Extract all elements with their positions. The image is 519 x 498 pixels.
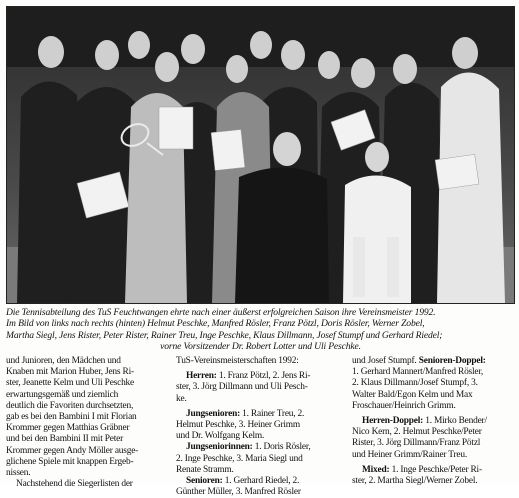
text-line: ster, Jeanette Kelm und Uli Peschke [6, 378, 135, 389]
category-label: Mixed: [362, 464, 390, 475]
text-line: 1. Gerhard Riedel, 2. [222, 476, 300, 487]
text-line: Krommer gegen Matthias Gräbner [6, 423, 130, 434]
category-label: Jungseniorinnen: [186, 442, 253, 453]
text-line: nissen. [6, 468, 31, 479]
text-line: und bei den Bambini II mit Peter [6, 434, 124, 445]
caption-line: Martha Siegl, Jens Rister, Peter Rister, Rainer Treu, Inge Peschke, Klaus Dillmann, Josef Stumpf und Gerhard Riedel; [6, 329, 443, 341]
text-line: deutlich die Favoriten durchsetzten, [6, 400, 134, 411]
text-line: Froschauer/Heinrich Grimm. [352, 400, 456, 411]
text-line: und Dr. Wolfgang Kelm. [176, 431, 265, 442]
results-intro: TuS-Vereinsmeisterschaften 1992: [176, 356, 299, 366]
text-line: Krommer gegen Andy Möller ausge- [6, 445, 139, 456]
text-line: Helmut Peschke, 3. Heiner Grimm [176, 420, 300, 431]
results-jungseniorinnen [176, 442, 342, 453]
category-label: Senioren: [186, 476, 223, 487]
text-line: ster, 2. Martha Siegl/Werner Zobel. [352, 476, 478, 487]
text-line: 2. Inge Peschke, 3. Maria Siegl und [176, 453, 303, 464]
text-line: glichene Spiele mit knappen Ergeb- [6, 456, 134, 467]
text-line: ke. [176, 393, 187, 404]
text-line: und Heiner Grimm/Rainer Treu. [352, 449, 468, 460]
category-label: Herren: [186, 371, 217, 382]
text-line: ster, 3. Jörg Dillmann und Uli Pesch- [176, 382, 308, 393]
text-line: und Junioren, den Mädchen und [6, 356, 121, 366]
photo-caption [6, 307, 515, 353]
results-mixed [352, 465, 515, 476]
article-body [6, 356, 515, 498]
caption-line: vorne Vorsitzender Dr. Robert Lotter und Uli Peschke. [160, 341, 361, 353]
results-senioren-doppel [352, 356, 515, 367]
article-column-3 [352, 356, 515, 487]
text-line: Rister, 3. Jörg Dillmann/Franz Pötzl [352, 438, 481, 449]
text-line: Günther Müller, 3. Manfred Rösler [176, 487, 301, 498]
results-jungsenioren [176, 409, 342, 420]
text-line: Nachstehend die Siegerlisten der [16, 479, 133, 490]
text-line: 2. Klaus Dillmann/Josef Stumpf, 3. [352, 378, 478, 389]
text-line: gab es bei den Bambini I mit Florian [6, 412, 137, 423]
category-label: Jungsenioren: [186, 408, 241, 419]
text-line: Knaben mit Marion Huber, Jens Ri- [6, 367, 134, 378]
results-herren [176, 371, 342, 382]
text-line: erwartungsgemäß und ziemlich [6, 389, 119, 400]
article-column-1 [6, 356, 164, 490]
text-line: 1. Franz Pötzl, 2. Jens Ri- [216, 371, 311, 382]
text-line: 1. Inge Peschke/Peter Ri- [389, 464, 482, 475]
category-label: Senioren-Doppel: [418, 356, 486, 366]
text-line: Nico Kern, 2. Helmut Peschke/Peter [352, 427, 482, 438]
category-label: Herren-Doppel: [362, 416, 424, 427]
text-line: Walter Bald/Egon Kelm und Max [352, 389, 473, 400]
group-photo-illustration [7, 7, 514, 303]
text-line: 1. Gerhard Mannert/Manfred Rösler, [352, 367, 484, 378]
text-line: 1. Mirko Bender/ [423, 416, 487, 427]
text-line: 1. Rainer Treu, 2. [240, 408, 305, 419]
results-senioren [176, 476, 342, 487]
article-column-2 [176, 356, 342, 498]
group-photo [6, 6, 515, 304]
text-line: und Josef Stumpf. [352, 356, 419, 366]
caption-line: Im Bild von links nach rechts (hinten) Helmut Peschke, Manfred Rösler, Franz Pötzl, Doris Rösler, Werner Zobel, [6, 318, 425, 330]
text-line: 1. Doris Rösler, [252, 442, 311, 453]
results-herren-doppel [352, 416, 515, 427]
text-line: Renate Stramm. [176, 464, 234, 475]
caption-line: Die Tennisabteilung des TuS Feuchtwangen ehrte nach einer äußerst erfolgreichen Saison ihre Vereinsmeister 1992. [6, 307, 436, 318]
